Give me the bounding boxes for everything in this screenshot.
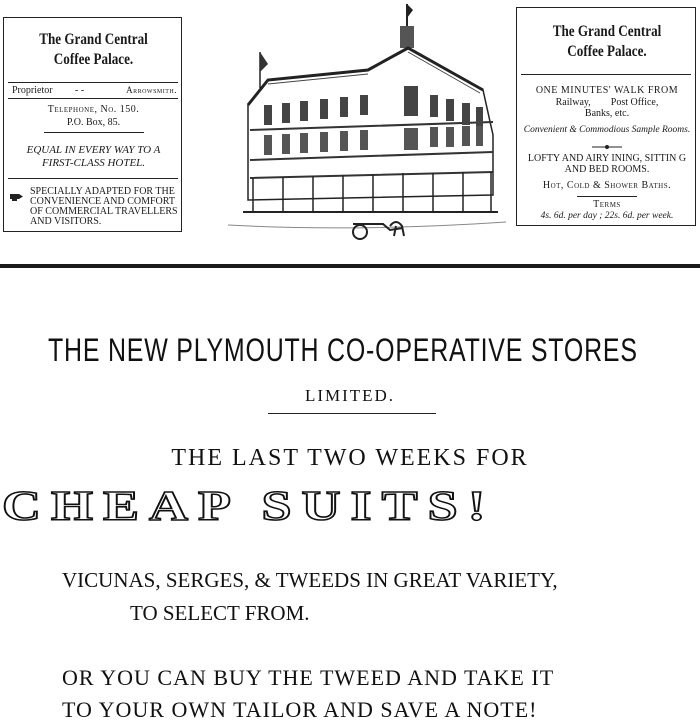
slogan-line-1: EQUAL IN EVERY WAY TO A: [26, 144, 161, 156]
right-hotel-ad: [516, 7, 696, 226]
right-rule-1: [521, 74, 691, 75]
adapted-line-1: SPECIALLY ADAPTED FOR THE: [30, 186, 175, 197]
adapted-line-3: OF COMMERCIAL TRAVELLERS: [30, 206, 178, 217]
terms-label: Terms: [593, 199, 621, 210]
tweed-line-2: TO YOUR OWN TAILOR AND SAVE A NOTE!: [62, 697, 538, 722]
baths: Hot, Cold & Shower Baths.: [542, 180, 672, 191]
proprietor-dashes: - -: [75, 85, 85, 96]
left-rule-2: [8, 98, 178, 99]
slogan-line-2: FIRST-CLASS HOTEL.: [41, 157, 146, 169]
left-hotel-title-text: The Grand Central Coffee Palace.: [39, 31, 148, 68]
proprietor-name: Arrowsmith.: [126, 85, 177, 95]
store-name-heading: THE NEW PLYMOUTH CO-OPERATIVE STORES: [48, 332, 638, 368]
ornament-divider: [517, 142, 697, 153]
cheap-suits-headline: CHEAP SUITS!: [2, 482, 496, 530]
hotel-building-engraving: [208, 0, 508, 245]
pointing-hand-icon: [10, 188, 24, 196]
sample-rooms: Convenient & Commodious Sample Rooms.: [523, 125, 691, 135]
left-hotel-title: [20, 30, 167, 70]
dining-line-1: LOFTY AND AIRY INING, SITTIN G: [527, 153, 687, 164]
section-divider: [0, 264, 700, 268]
left-rule-3: [44, 132, 144, 133]
limited-underline: [268, 413, 436, 414]
last-two-weeks-line: THE LAST TWO WEEKS FOR: [171, 445, 529, 471]
left-rule-4: [8, 178, 178, 179]
po-box: P.O. Box, 85.: [66, 117, 121, 128]
telephone: Telephone, No. 150.: [47, 104, 140, 115]
dining-line-2: AND BED ROOMS.: [564, 164, 650, 175]
left-hotel-ad: [3, 17, 182, 232]
walk-line-1: ONE MINUTES' WALK FROM: [535, 85, 679, 96]
right-rule-2: [577, 196, 637, 197]
adapted-line-2: CONVENIENCE AND COMFORT: [30, 196, 175, 207]
terms-text: 4s. 6d. per day ; 22s. 6d. per week.: [540, 211, 674, 221]
adapted-line-4: AND VISITORS.: [30, 216, 102, 227]
tweed-line-1: OR YOU CAN BUY THE TWEED AND TAKE IT: [62, 665, 555, 690]
variety-line-2: TO SELECT FROM.: [130, 601, 310, 625]
walk-line-3: Banks, etc.: [584, 108, 630, 119]
proprietor-label: Proprietor: [12, 85, 53, 96]
walk-line-2: Railway, Post Office,: [555, 97, 659, 108]
right-hotel-title: [533, 22, 681, 62]
right-hotel-title-text: The Grand Central Coffee Palace.: [552, 23, 662, 60]
proprietor-row: [12, 85, 177, 96]
limited-label: LIMITED.: [304, 386, 396, 405]
left-rule-1: [8, 82, 178, 83]
variety-line-1: VICUNAS, SERGES, & TWEEDS IN GREAT VARIETY,: [62, 568, 558, 592]
